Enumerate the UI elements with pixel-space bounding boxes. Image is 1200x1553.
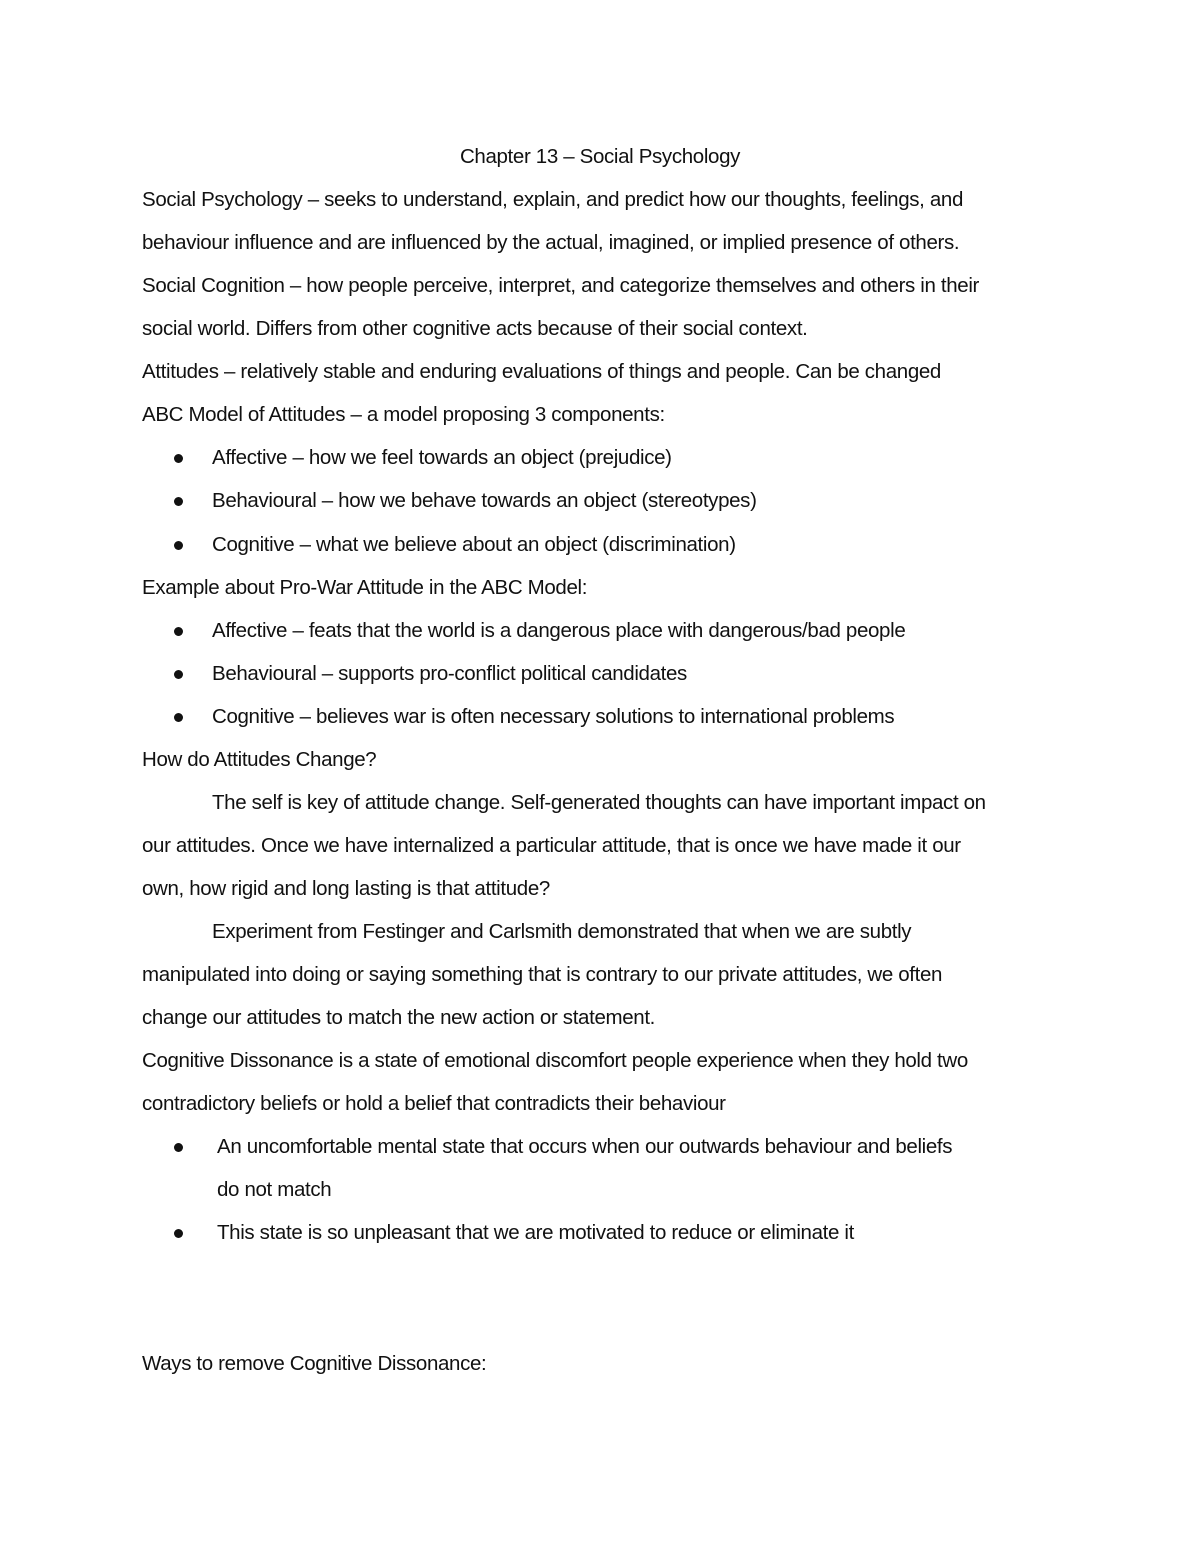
- attitudes-definition: Attitudes – relatively stable and enduring evaluations of things and people. Can be changed: [142, 360, 941, 383]
- social-psychology-definition-line-1: Social Psychology – seeks to understand, explain, and predict how our thoughts, feelings, and: [142, 188, 964, 211]
- attitude-change-paragraph-2-line: change our attitudes to match the new action or statement.: [142, 1006, 656, 1029]
- social-psychology-definition-line-2: behaviour influence and are influenced by the actual, imagined, or implied presence of others.: [142, 231, 960, 254]
- bullet-icon: [174, 1143, 183, 1152]
- abc-model-item: Behavioural – how we behave towards an object (stereotypes): [212, 489, 757, 512]
- cognitive-dissonance-definition-line-2: contradictory beliefs or hold a belief that contradicts their behaviour: [142, 1092, 726, 1115]
- attitude-change-paragraph-1-line: own, how rigid and long lasting is that attitude?: [142, 877, 550, 900]
- ways-to-remove-heading: Ways to remove Cognitive Dissonance:: [142, 1352, 487, 1375]
- cognitive-dissonance-item-line: An uncomfortable mental state that occurs when our outwards behaviour and beliefs: [217, 1135, 953, 1158]
- bullet-icon: [174, 497, 183, 506]
- pro-war-example-item: Cognitive – believes war is often necessary solutions to international problems: [212, 705, 895, 728]
- pro-war-example-intro: Example about Pro-War Attitude in the ABC Model:: [142, 576, 588, 599]
- page-title: Chapter 13 – Social Psychology: [459, 145, 741, 168]
- abc-model-intro: ABC Model of Attitudes – a model proposing 3 components:: [142, 403, 665, 426]
- attitude-change-paragraph-1-line: The self is key of attitude change. Self-generated thoughts can have important impact on: [212, 791, 986, 814]
- bullet-icon: [174, 627, 183, 636]
- attitude-change-paragraph-2-line: Experiment from Festinger and Carlsmith demonstrated that when we are subtly: [212, 920, 912, 943]
- cognitive-dissonance-item-line: This state is so unpleasant that we are motivated to reduce or eliminate it: [217, 1221, 854, 1244]
- abc-model-item: Cognitive – what we believe about an object (discrimination): [212, 533, 736, 556]
- pro-war-example-item: Affective – feats that the world is a dangerous place with dangerous/bad people: [212, 619, 906, 642]
- cognitive-dissonance-definition-line-1: Cognitive Dissonance is a state of emotional discomfort people experience when they hold two: [142, 1049, 968, 1072]
- bullet-icon: [174, 1229, 183, 1238]
- abc-model-item: Affective – how we feel towards an object (prejudice): [212, 446, 672, 469]
- pro-war-example-item: Behavioural – supports pro-conflict political candidates: [212, 662, 687, 685]
- social-cognition-definition-line-2: social world. Differs from other cognitive acts because of their social context.: [142, 317, 808, 340]
- bullet-icon: [174, 541, 183, 550]
- social-cognition-definition-line-1: Social Cognition – how people perceive, interpret, and categorize themselves and others in their: [142, 274, 980, 297]
- attitude-change-paragraph-1-line: our attitudes. Once we have internalized a particular attitude, that is once we have made it our: [142, 834, 961, 857]
- bullet-icon: [174, 713, 183, 722]
- attitude-change-heading: How do Attitudes Change?: [142, 748, 377, 771]
- bullet-icon: [174, 454, 183, 463]
- bullet-icon: [174, 670, 183, 679]
- attitude-change-paragraph-2-line: manipulated into doing or saying something that is contrary to our private attitudes, we often: [142, 963, 943, 986]
- cognitive-dissonance-item-line: do not match: [217, 1178, 332, 1201]
